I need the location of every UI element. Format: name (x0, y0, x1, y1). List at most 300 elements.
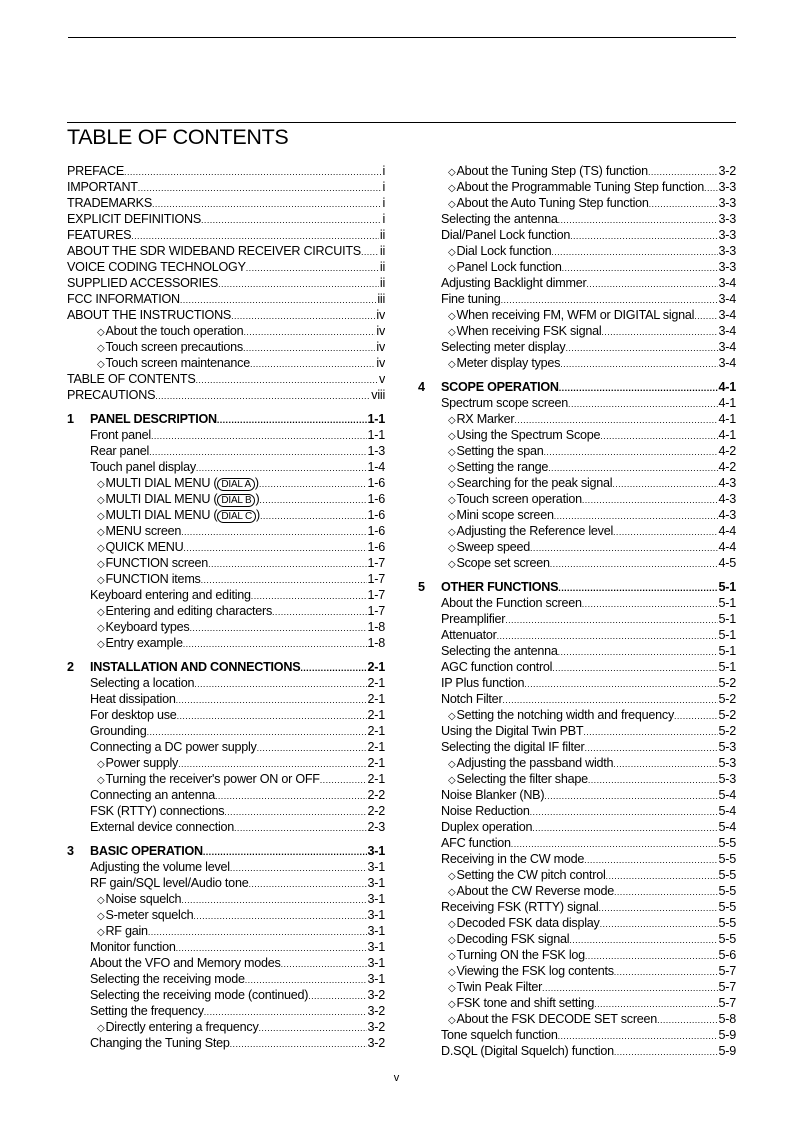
page-ref: 5-8 (718, 1012, 736, 1026)
page-ref: 5-1 (718, 612, 736, 626)
toc-subentry[interactable] (67, 755, 385, 771)
toc-subentry[interactable] (418, 411, 736, 427)
entry-text: External device connection (90, 820, 235, 834)
toc-subentry[interactable] (67, 603, 385, 619)
page-ref: iii (377, 292, 385, 306)
entry-text: Connecting a DC power supply (90, 740, 257, 754)
chapter-number: 2 (67, 660, 74, 674)
toc-subentry[interactable] (418, 555, 736, 571)
page-ref: viii (371, 388, 385, 402)
toc-subentry[interactable] (67, 555, 385, 571)
page-number: v (393, 1072, 400, 1084)
toc-entry[interactable] (67, 443, 385, 459)
entry-text: About the touch operation (105, 324, 244, 338)
toc-entry[interactable] (67, 587, 385, 603)
entry-title (441, 291, 501, 307)
entry-text: About the VFO and Memory modes (90, 956, 281, 970)
toc-entry[interactable] (67, 987, 385, 1003)
page-ref: 1-7 (367, 556, 385, 570)
entry-title (90, 859, 230, 875)
page-ref: 5-5 (718, 884, 736, 898)
entry-text: Directly entering a frequency (105, 1020, 259, 1034)
toc-entry[interactable] (67, 971, 385, 987)
page-ref: i (382, 196, 385, 210)
entry-title (448, 867, 606, 883)
page-ref: 5-4 (718, 820, 736, 834)
dot-leader (588, 772, 718, 787)
dot-leader (514, 412, 717, 427)
entry-text: FCC INFORMATION (67, 292, 180, 306)
entry-text: PRECAUTIONS (67, 388, 156, 402)
page-ref: 1-1 (367, 428, 385, 442)
dot-leader (511, 836, 718, 851)
toc-subentry[interactable] (418, 179, 736, 195)
page-ref: 2-1 (367, 740, 385, 754)
toc-subentry[interactable] (67, 507, 385, 523)
dot-leader (181, 524, 366, 539)
toc-chapter[interactable] (418, 579, 736, 595)
toc-entry[interactable] (418, 1027, 736, 1043)
toc-entry[interactable] (67, 211, 385, 227)
toc-entry[interactable] (418, 803, 736, 819)
toc-subentry[interactable] (418, 459, 736, 475)
toc-column-left (67, 163, 385, 1051)
toc-subentry[interactable] (418, 867, 736, 883)
dot-leader (614, 964, 718, 979)
entry-title (448, 307, 694, 323)
entry-title (67, 371, 195, 387)
toc-subentry[interactable] (67, 339, 385, 355)
dot-leader (600, 916, 718, 931)
toc-entry[interactable] (67, 675, 385, 691)
entry-text: Power supply (105, 756, 179, 770)
toc-subentry[interactable] (67, 619, 385, 635)
page-ref: 5-7 (718, 980, 736, 994)
entry-title (448, 355, 560, 371)
entry-title (90, 691, 176, 707)
toc-entry[interactable] (67, 243, 385, 259)
dot-leader (558, 212, 718, 227)
entry-text: Setting the CW pitch control (456, 868, 606, 882)
dot-leader (530, 540, 718, 555)
dot-leader (501, 292, 718, 307)
toc-entry[interactable] (418, 291, 736, 307)
entry-text: Selecting the antenna (441, 644, 558, 658)
entry-title (67, 227, 131, 243)
entry-text: Fine tuning (441, 292, 501, 306)
toc-entry[interactable] (418, 787, 736, 803)
page-ref: 5-3 (718, 756, 736, 770)
toc-subentry[interactable] (418, 475, 736, 491)
toc-entry[interactable] (418, 275, 736, 291)
entry-text: QUICK MENU (105, 540, 184, 554)
entry-text: Turning ON the FSK log (456, 948, 585, 962)
toc-subentry[interactable] (67, 891, 385, 907)
entry-title (441, 1043, 614, 1059)
entry-title (90, 459, 196, 475)
toc-entry[interactable] (418, 835, 736, 851)
entry-title (441, 1027, 558, 1043)
toc-entry[interactable] (418, 595, 736, 611)
chapter-title: PANEL DESCRIPTION (90, 412, 217, 426)
entry-title (90, 707, 177, 723)
toc-entry[interactable] (418, 627, 736, 643)
dot-leader (674, 708, 718, 723)
page-ref: 1-6 (367, 524, 385, 538)
page-ref: 2-1 (367, 724, 385, 738)
page-ref: 5-7 (718, 996, 736, 1010)
toc-entry[interactable] (418, 675, 736, 691)
toc-entry[interactable] (418, 211, 736, 227)
entry-text: Preamplifier (441, 612, 506, 626)
entry-title (67, 163, 124, 179)
entry-title (67, 179, 138, 195)
page-ref: 3-3 (718, 212, 736, 226)
entry-title (90, 1003, 204, 1019)
entry-title (90, 803, 224, 819)
entry-title (448, 491, 582, 507)
entry-text: Entry example (105, 636, 183, 650)
page-ref: 3-3 (718, 244, 736, 258)
page-ref: 3-1 (367, 860, 385, 874)
toc-subentry[interactable] (67, 475, 385, 491)
entry-text: Grounding (90, 724, 147, 738)
toc-entry[interactable] (67, 179, 385, 195)
toc-subentry[interactable] (418, 915, 736, 931)
entry-text: Mini scope screen (456, 508, 554, 522)
entry-text: About the Tuning Step (TS) function (456, 164, 648, 178)
toc-subentry[interactable] (418, 491, 736, 507)
dot-leader (231, 308, 375, 323)
entry-title (441, 611, 505, 627)
toc-subentry[interactable] (418, 307, 736, 323)
toc-entry[interactable] (418, 723, 736, 739)
toc-entry[interactable] (418, 395, 736, 411)
page-ref: 4-4 (718, 540, 736, 554)
toc-entry[interactable] (67, 307, 385, 323)
entry-text: Tone squelch function (441, 1028, 558, 1042)
page-ref: 2-1 (367, 772, 385, 786)
toc-subentry[interactable] (418, 979, 736, 995)
toc-entry[interactable] (418, 691, 736, 707)
dot-leader (583, 724, 717, 739)
entry-title (441, 723, 583, 739)
toc-entry[interactable] (67, 387, 385, 403)
entry-title (448, 883, 614, 899)
entry-text: Setting the notching width and frequency (456, 708, 674, 722)
toc-chapter[interactable] (67, 411, 385, 427)
entry-text: Viewing the FSK log contents (456, 964, 614, 978)
dot-leader (551, 244, 717, 259)
dot-leader (272, 604, 367, 619)
toc-subentry[interactable] (418, 931, 736, 947)
entry-text-suffix: ) (255, 492, 260, 506)
dot-leader (217, 412, 367, 427)
dot-leader (203, 844, 367, 859)
dot-leader (196, 460, 367, 475)
chapter-number: 4 (418, 380, 425, 394)
page-ref: 4-3 (718, 508, 736, 522)
toc-entry[interactable] (418, 899, 736, 915)
page-ref: 2-1 (367, 756, 385, 770)
entry-text: Keyboard types (105, 620, 190, 634)
page-ref: 3-3 (718, 180, 736, 194)
toc-chapter[interactable] (67, 843, 385, 859)
toc-subentry[interactable] (418, 323, 736, 339)
entry-title (448, 523, 613, 539)
page-ref: 5-6 (718, 948, 736, 962)
page-ref: iv (376, 324, 385, 338)
toc-entry[interactable] (67, 371, 385, 387)
entry-text: RX Marker (456, 412, 515, 426)
toc-subentry[interactable] (418, 523, 736, 539)
toc-entry[interactable] (418, 659, 736, 675)
toc-entry[interactable] (67, 459, 385, 475)
toc-entry[interactable] (67, 787, 385, 803)
page-ref: 3-1 (367, 972, 385, 986)
entry-text: FSK tone and shift setting (456, 996, 595, 1010)
entry-text: Adjusting Backlight dimmer (441, 276, 587, 290)
toc-entry[interactable] (418, 611, 736, 627)
page-ref: iv (376, 356, 385, 370)
page-ref: 2-3 (367, 820, 385, 834)
entry-text: Entering and editing characters (105, 604, 273, 618)
toc-chapter[interactable] (418, 379, 736, 395)
dot-leader (582, 492, 718, 507)
toc-entry[interactable] (67, 427, 385, 443)
toc-subentry[interactable] (67, 571, 385, 587)
toc-subentry[interactable] (418, 755, 736, 771)
entry-text: Noise Blanker (NB) (441, 788, 545, 802)
entry-title (67, 211, 201, 227)
entry-title (448, 179, 704, 195)
entry-title (90, 939, 176, 955)
entry-title (97, 571, 201, 587)
entry-text: Selecting meter display (441, 340, 566, 354)
entry-text: D.SQL (Digital Squelch) function (441, 1044, 614, 1058)
toc-entry[interactable] (67, 723, 385, 739)
toc-subentry[interactable] (67, 539, 385, 555)
toc-subentry[interactable] (418, 163, 736, 179)
entry-text: MULTI DIAL MENU ( (105, 508, 218, 522)
toc-subentry[interactable] (67, 323, 385, 339)
dot-leader (558, 644, 718, 659)
entry-title (448, 555, 550, 571)
dot-leader (569, 932, 717, 947)
entry-text: Noise squelch (105, 892, 182, 906)
toc-entry[interactable] (67, 291, 385, 307)
page-ref: 4-1 (718, 380, 736, 394)
entry-text: Spectrum scope screen (441, 396, 569, 410)
page-ref: 3-1 (367, 956, 385, 970)
dot-leader (189, 620, 366, 635)
toc-entry[interactable] (67, 163, 385, 179)
dot-leader (151, 428, 367, 443)
toc-subentry[interactable] (67, 923, 385, 939)
toc-entry[interactable] (418, 851, 736, 867)
dot-leader (230, 1036, 367, 1051)
dot-leader (505, 612, 717, 627)
entry-text: Dial/Panel Lock function (441, 228, 571, 242)
toc-subentry[interactable] (67, 523, 385, 539)
toc-entry[interactable] (67, 195, 385, 211)
entry-title (441, 899, 599, 915)
page-ref: 3-4 (718, 276, 736, 290)
entry-title (97, 339, 243, 355)
toc-subentry[interactable] (418, 771, 736, 787)
dot-leader (250, 356, 375, 371)
entry-text: Selecting the receiving mode (continued) (90, 988, 309, 1002)
toc-chapter[interactable] (67, 659, 385, 675)
toc-subentry[interactable] (418, 507, 736, 523)
toc-entry[interactable] (67, 275, 385, 291)
page-ref: ii (379, 228, 385, 242)
toc-subentry[interactable] (418, 443, 736, 459)
toc-entry[interactable] (67, 939, 385, 955)
dot-leader (230, 860, 367, 875)
dial-key-label: DIAL A (217, 478, 255, 491)
page-ref: 4-1 (718, 428, 736, 442)
toc-entry[interactable] (67, 739, 385, 755)
dot-leader (257, 740, 367, 755)
toc-subentry[interactable] (67, 355, 385, 371)
toc-entry[interactable] (67, 803, 385, 819)
toc-subentry[interactable] (418, 707, 736, 723)
toc-entry[interactable] (67, 227, 385, 243)
toc-subentry[interactable] (418, 243, 736, 259)
entry-title (441, 819, 532, 835)
toc-subentry[interactable] (418, 883, 736, 899)
toc-subentry[interactable] (67, 635, 385, 651)
dot-leader (180, 292, 376, 307)
toc-subentry[interactable] (418, 427, 736, 443)
dot-leader (570, 228, 717, 243)
entry-title (90, 955, 281, 971)
entry-title (90, 971, 245, 987)
toc-subentry[interactable] (418, 995, 736, 1011)
toc-subentry[interactable] (67, 1019, 385, 1035)
entry-text: RF gain (105, 924, 148, 938)
page-ref: 3-3 (718, 228, 736, 242)
toc-entry[interactable] (418, 1043, 736, 1059)
entry-title (97, 355, 250, 371)
entry-text: Selecting the digital IF filter (441, 740, 585, 754)
dot-leader (138, 180, 382, 195)
entry-text: FSK (RTTY) connections (90, 804, 225, 818)
entry-title (448, 195, 649, 211)
entry-text: SUPPLIED ACCESSORIES (67, 276, 219, 290)
toc-entry[interactable] (67, 955, 385, 971)
toc-subentry[interactable] (418, 539, 736, 555)
entry-text: Decoded FSK data display (456, 916, 600, 930)
entry-text: Dial Lock function (456, 244, 552, 258)
entry-title (448, 475, 612, 491)
entry-text: Panel Lock function (456, 260, 562, 274)
entry-text: Keyboard entering and editing (90, 588, 251, 602)
toc-entry[interactable] (418, 819, 736, 835)
entry-text: Monitor function (90, 940, 176, 954)
page-ref: 1-6 (367, 540, 385, 554)
dot-leader (243, 340, 375, 355)
page-ref: 3-2 (367, 1020, 385, 1034)
entry-text: About the Function screen (441, 596, 582, 610)
page-ref: 5-5 (718, 900, 736, 914)
page-ref: 1-4 (367, 460, 385, 474)
toc-entry[interactable] (67, 707, 385, 723)
page-ref: 1-6 (367, 476, 385, 490)
toc-subentry[interactable] (67, 771, 385, 787)
page-ref: 5-1 (718, 660, 736, 674)
dot-leader (251, 588, 367, 603)
entry-text: AFC function (441, 836, 511, 850)
page-ref: 3-2 (367, 988, 385, 1002)
toc-entry[interactable] (67, 1035, 385, 1051)
toc-subentry[interactable] (418, 259, 736, 275)
toc-subentry[interactable] (418, 963, 736, 979)
entry-text: IMPORTANT (67, 180, 138, 194)
toc-subentry[interactable] (67, 907, 385, 923)
entry-text: About the Auto Tuning Step function (456, 196, 649, 210)
toc-entry[interactable] (67, 819, 385, 835)
dot-leader (544, 788, 717, 803)
toc-subentry[interactable] (418, 1011, 736, 1027)
toc-entry[interactable] (418, 643, 736, 659)
entry-text: For desktop use (90, 708, 177, 722)
page-ref: ii (379, 276, 385, 290)
entry-title (97, 1019, 259, 1035)
entry-text: Front panel (90, 428, 151, 442)
dot-leader (176, 692, 367, 707)
dot-leader (548, 460, 717, 475)
page-title: TABLE OF CONTENTS (67, 122, 736, 151)
toc-subentry[interactable] (67, 491, 385, 507)
toc-entry[interactable] (418, 739, 736, 755)
entry-title (90, 739, 257, 755)
toc-subentry[interactable] (418, 355, 736, 371)
entry-title (448, 931, 569, 947)
entry-title (97, 323, 243, 339)
dot-leader (148, 924, 367, 939)
page-ref: 3-4 (718, 340, 736, 354)
toc-entry[interactable] (67, 691, 385, 707)
entry-text: MENU screen (105, 524, 182, 538)
entry-title (67, 307, 231, 323)
toc-entry[interactable] (67, 259, 385, 275)
dot-leader (224, 804, 366, 819)
toc-entry[interactable] (67, 875, 385, 891)
toc-entry[interactable] (418, 227, 736, 243)
entry-title (441, 659, 552, 675)
page-ref: 3-2 (367, 1004, 385, 1018)
toc-subentry[interactable] (418, 195, 736, 211)
page-ref: 4-4 (718, 524, 736, 538)
toc-entry[interactable] (418, 339, 736, 355)
entry-title (97, 555, 208, 571)
dot-leader (201, 572, 367, 587)
page-ref: 1-7 (367, 588, 385, 602)
dot-leader (600, 428, 717, 443)
entry-title (97, 523, 181, 539)
entry-title (448, 979, 542, 995)
dot-leader (558, 1028, 718, 1043)
page-ref: 2-1 (367, 692, 385, 706)
toc-entry[interactable] (67, 1003, 385, 1019)
toc-entry[interactable] (67, 859, 385, 875)
page-ref: 3-1 (367, 892, 385, 906)
toc-subentry[interactable] (418, 947, 736, 963)
dot-leader (248, 876, 366, 891)
dot-leader (524, 676, 717, 691)
